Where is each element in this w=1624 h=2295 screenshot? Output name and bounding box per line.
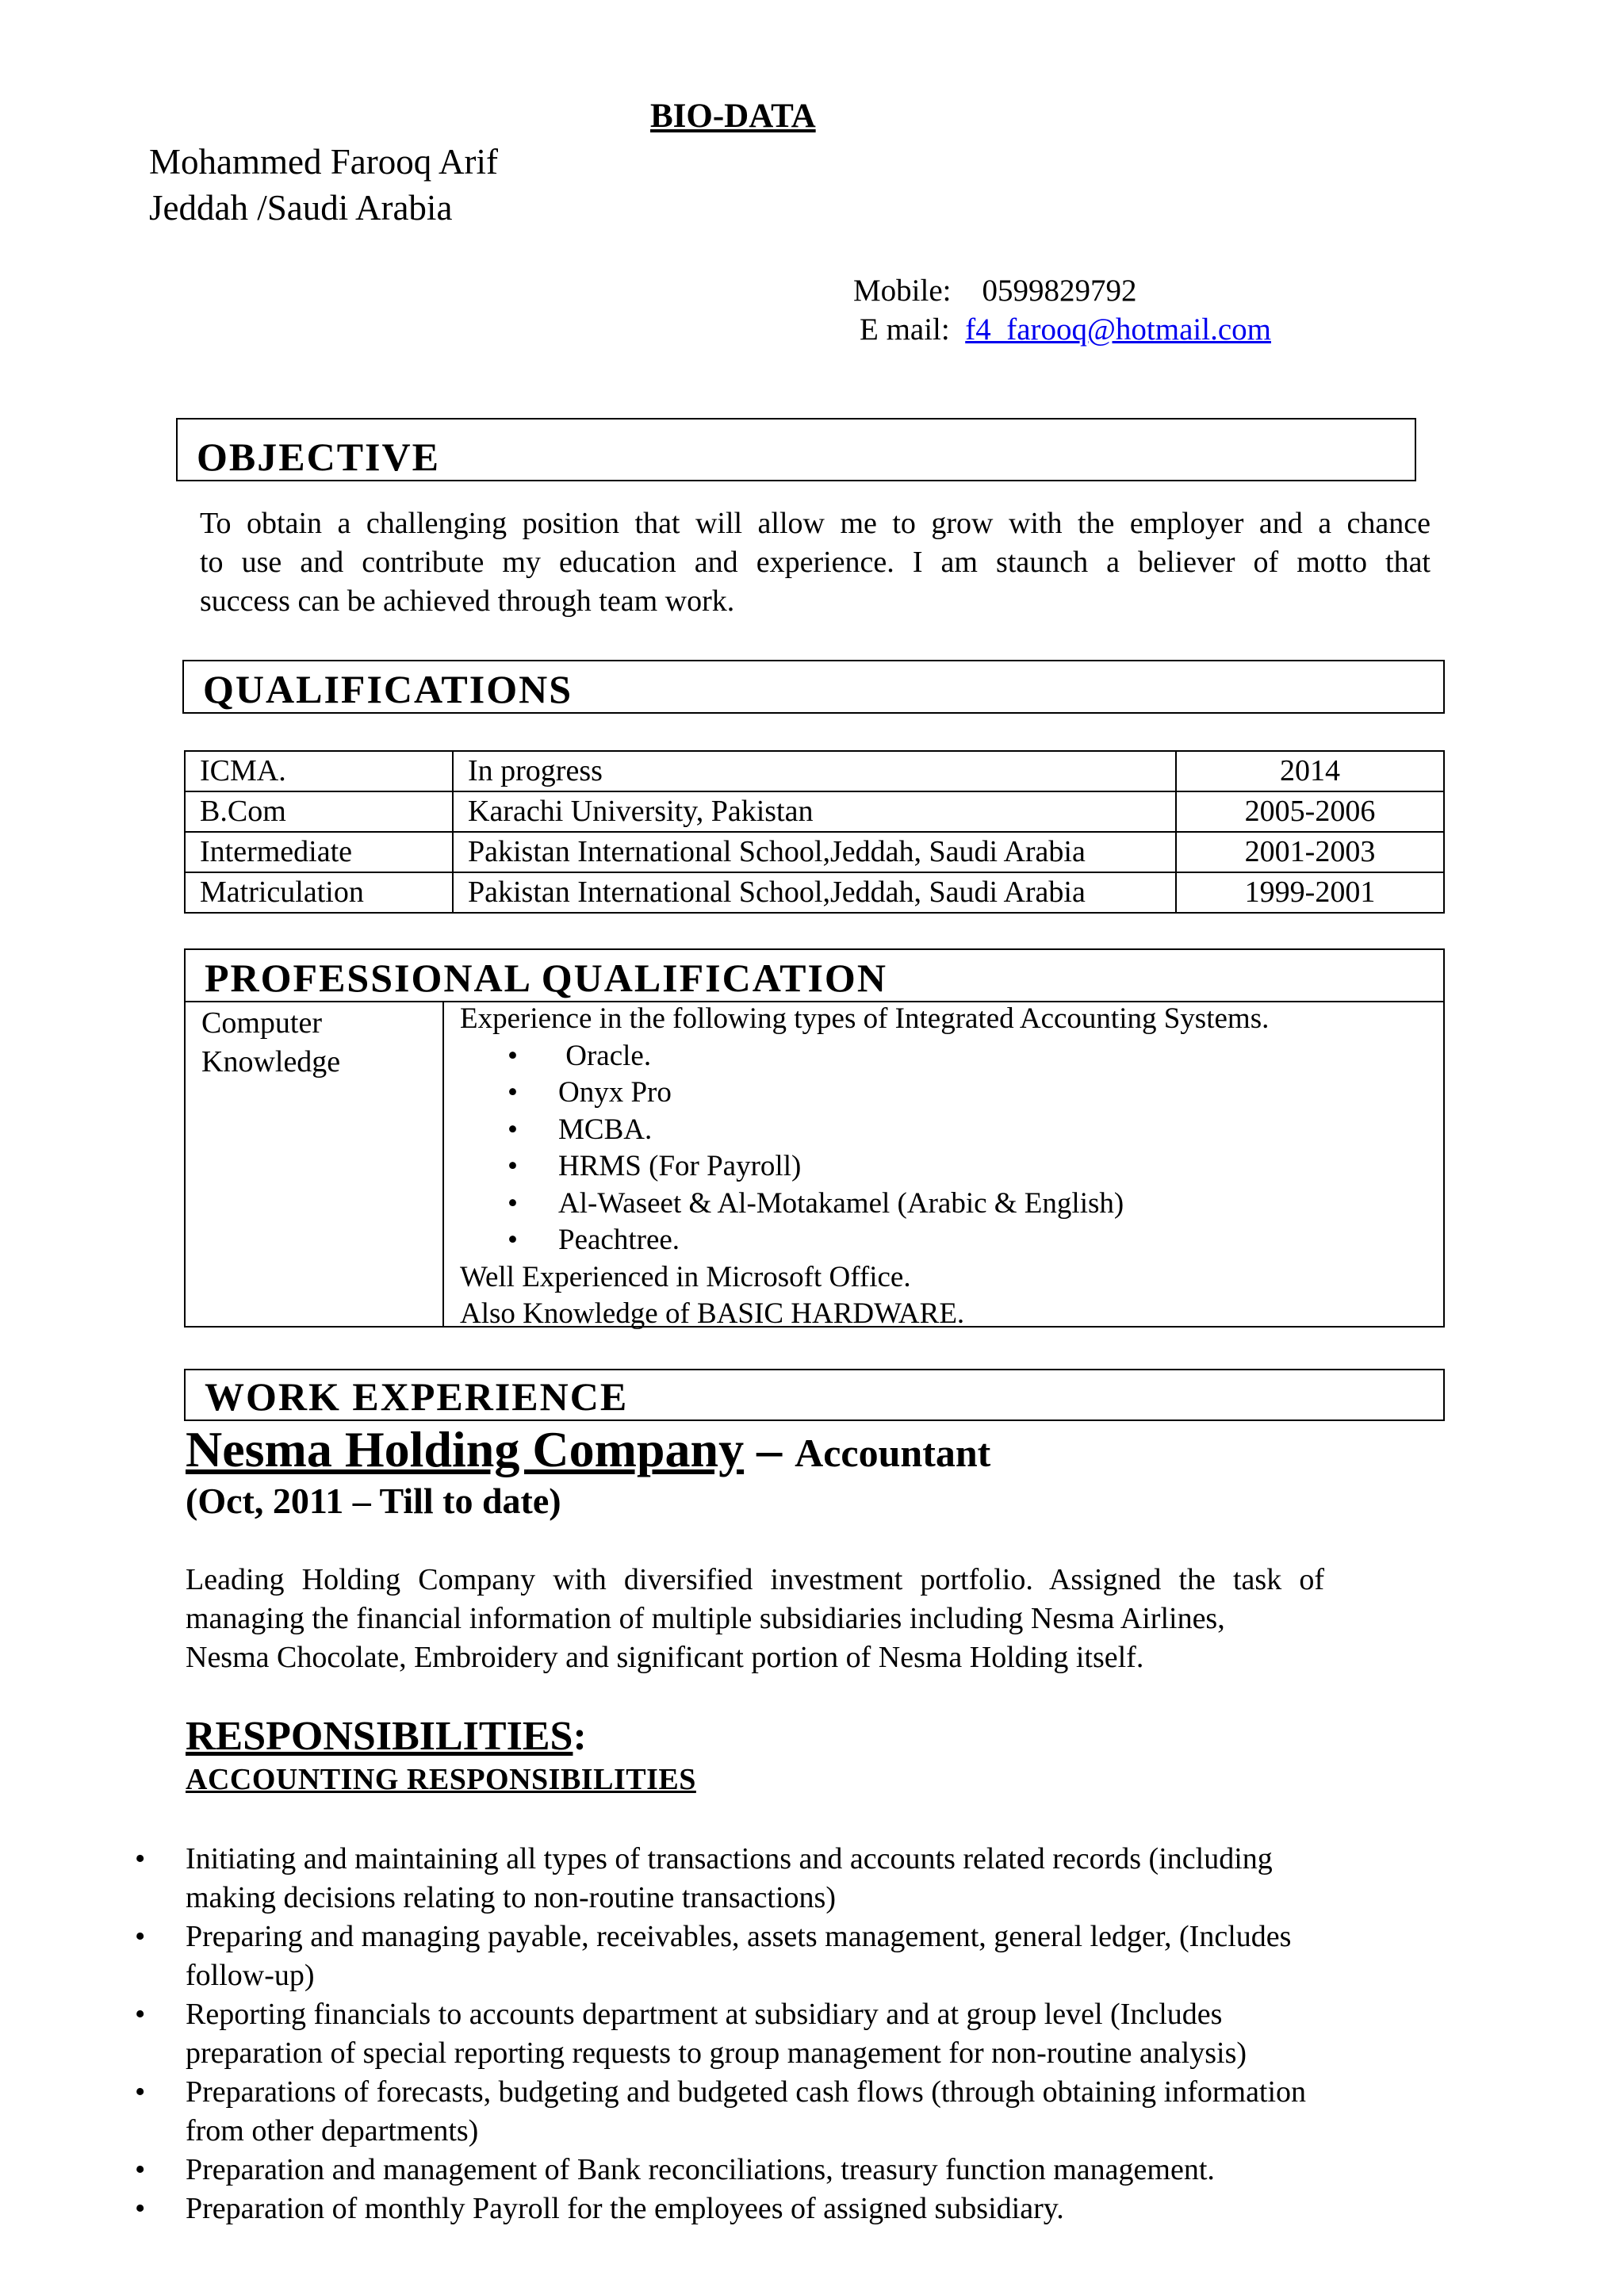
bullet-icon: • [135, 2153, 146, 2186]
description-line: Nesma Chocolate, Embroidery and significant portion of Nesma Holding itself. [186, 1641, 1144, 1674]
responsibility-line: making decisions relating to non-routine transactions) [186, 1881, 836, 1914]
bullet-icon: • [135, 1920, 146, 1953]
bullet-icon: • [508, 1076, 518, 1109]
responsibilities-subheading: ACCOUNTING RESPONSIBILITIES [186, 1763, 696, 1796]
hardware-line: Also Knowledge of BASIC HARDWARE. [460, 1297, 965, 1330]
separator: – [744, 1421, 795, 1477]
list-item [130, 2151, 1408, 2190]
responsibility-line: from other departments) [186, 2114, 479, 2147]
email-line [860, 312, 1271, 347]
mobile-value: 0599829792 [982, 274, 1137, 308]
email-link[interactable]: f4_farooq@hotmail.com [965, 312, 1271, 347]
professional-table [184, 1001, 1445, 1328]
objective-line: to use and contribute my education and experience. I am staunch a believer of motto that [200, 546, 1431, 579]
list-item [460, 1112, 1269, 1149]
label-line: Knowledge [201, 1045, 341, 1079]
bullet-icon: • [135, 1998, 146, 2031]
page-title: BIO-DATA [650, 98, 816, 135]
mobile-line [853, 273, 1137, 308]
bullet-icon: • [135, 2192, 146, 2225]
company-description [186, 1561, 1324, 1677]
bullet-icon: • [135, 2075, 146, 2109]
list-item [460, 1186, 1269, 1223]
responsibility-line: Preparations of forecasts, budgeting and budgeted cash flows (through obtaining information [186, 2075, 1307, 2109]
responsibility-line: preparation of special reporting requests to group management for non-routine analysis) [186, 2036, 1247, 2070]
system-name: Oracle. [565, 1039, 652, 1072]
responsibilities-title: RESPONSIBILITIES [186, 1714, 573, 1759]
bullet-icon: • [508, 1150, 518, 1182]
qualification-degree: Intermediate [185, 832, 453, 872]
list-item [130, 1840, 1408, 1918]
system-name: Al-Waseet & Al-Motakamel (Arabic & English) [558, 1186, 1124, 1220]
systems-list [460, 1038, 1269, 1259]
list-item [460, 1038, 1269, 1075]
list-item [460, 1075, 1269, 1112]
list-item [130, 2190, 1408, 2228]
responsibilities-list [130, 1840, 1408, 2228]
label-line: Computer [201, 1006, 322, 1040]
qualification-years: 2014 [1176, 751, 1444, 791]
objective-text [200, 504, 1431, 621]
heading-colon: : [573, 1714, 587, 1759]
office-line: Well Experienced in Microsoft Office. [460, 1260, 911, 1293]
qualification-institution: Pakistan International School,Jeddah, Saudi Arabia [453, 872, 1176, 913]
bullet-icon: • [508, 1039, 518, 1072]
candidate-location: Jeddah /Saudi Arabia [149, 188, 453, 228]
qualification-years: 1999-2001 [1176, 872, 1444, 913]
email-label: E mail: [860, 312, 950, 347]
list-item [460, 1148, 1269, 1186]
qualification-degree: B.Com [185, 791, 453, 832]
job-role: Accountant [795, 1431, 991, 1475]
candidate-name: Mohammed Farooq Arif [149, 142, 498, 182]
system-name: MCBA. [558, 1113, 653, 1146]
qualification-years: 2005-2006 [1176, 791, 1444, 832]
list-item [130, 1995, 1408, 2073]
qualification-institution: Karachi University, Pakistan [453, 791, 1176, 832]
objective-line: success can be achieved through team work. [200, 584, 735, 618]
system-name: Onyx Pro [558, 1076, 672, 1109]
responsibility-line: follow-up) [186, 1959, 315, 1992]
responsibilities-heading [186, 1713, 587, 1760]
bullet-icon: • [508, 1224, 518, 1256]
qualification-degree: ICMA. [185, 751, 453, 791]
qualifications-heading: QUALIFICATIONS [182, 660, 1445, 714]
professional-heading: PROFESSIONAL QUALIFICATION [184, 948, 1445, 1002]
qualification-degree: Matriculation [185, 872, 453, 913]
description-line: managing the financial information of multiple subsidiaries including Nesma Airlines, [186, 1602, 1225, 1635]
responsibility-line: Preparing and managing payable, receivables, assets management, general ledger, (Includes [186, 1920, 1292, 1953]
professional-content [460, 1001, 1269, 1333]
bullet-icon: • [508, 1186, 518, 1220]
company-name: Nesma Holding Company [186, 1421, 745, 1477]
job-period: (Oct, 2011 – Till to date) [186, 1481, 561, 1521]
systems-intro: Experience in the following types of Integrated Accounting Systems. [460, 1002, 1270, 1035]
responsibility-line: Preparation and management of Bank reconciliations, treasury function management. [186, 2153, 1215, 2186]
bullet-icon: • [508, 1113, 518, 1146]
description-line: Leading Holding Company with diversified investment portfolio. Assigned the task of [186, 1563, 1324, 1596]
qualifications-table [184, 750, 1445, 914]
qualification-institution: In progress [453, 751, 1176, 791]
table-row [185, 791, 1444, 832]
list-item [130, 2073, 1408, 2151]
professional-label [201, 1004, 340, 1082]
responsibility-line: Reporting financials to accounts department at subsidiary and at group level (Includes [186, 1998, 1223, 2031]
system-name: Peachtree. [558, 1224, 680, 1256]
responsibility-line: Preparation of monthly Payroll for the employees of assigned subsidiary. [186, 2192, 1064, 2225]
objective-line: To obtain a challenging position that will allow me to grow with the employer and a chance [200, 507, 1431, 540]
mobile-label: Mobile: [853, 274, 952, 308]
responsibility-line: Initiating and maintaining all types of transactions and accounts related records (including [186, 1842, 1273, 1875]
table-row [185, 751, 1444, 791]
work-heading: WORK EXPERIENCE [184, 1369, 1445, 1421]
company-line [186, 1420, 990, 1481]
list-item [460, 1222, 1269, 1259]
qualification-years: 2001-2003 [1176, 832, 1444, 872]
system-name: HRMS (For Payroll) [558, 1150, 802, 1182]
bullet-icon: • [135, 1842, 146, 1875]
objective-heading: OBJECTIVE [176, 418, 1416, 481]
list-item [130, 1918, 1408, 1995]
qualification-institution: Pakistan International School,Jeddah, Saudi Arabia [453, 832, 1176, 872]
table-divider [442, 1001, 444, 1326]
table-row [185, 872, 1444, 913]
table-row [185, 832, 1444, 872]
